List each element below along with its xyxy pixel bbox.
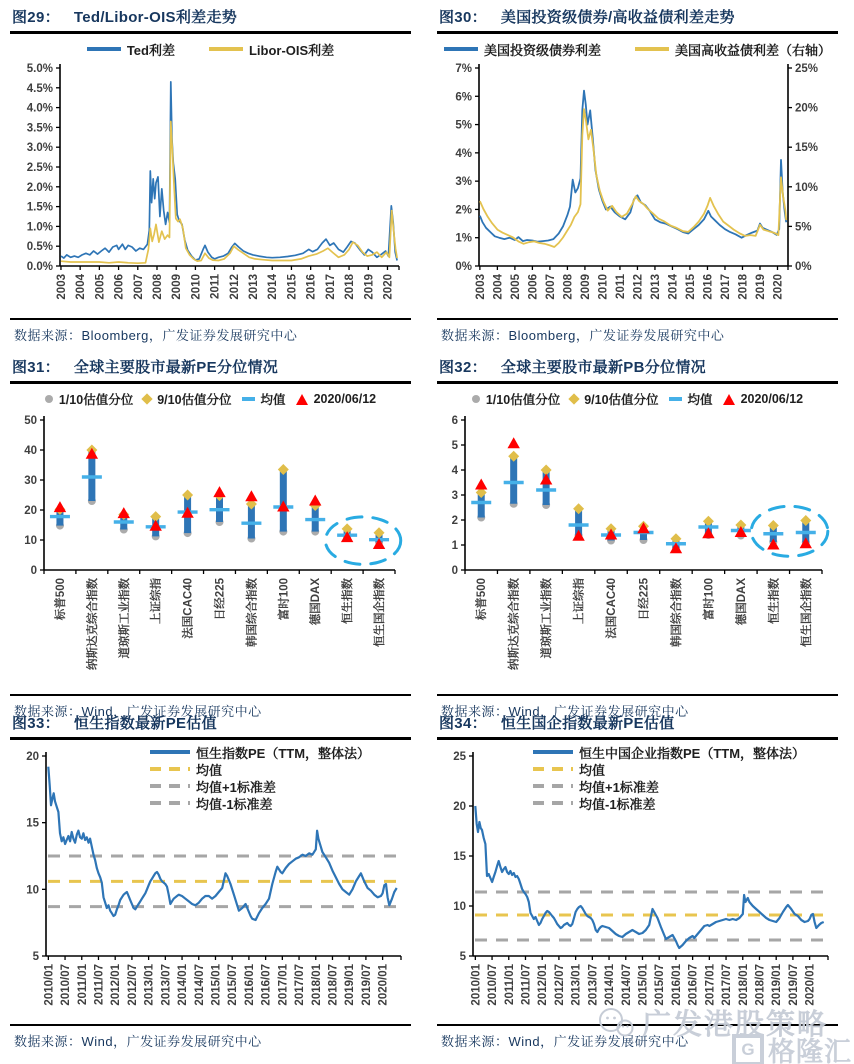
legend-item — [143, 391, 231, 407]
watermark-text: 广发港股策略 — [641, 1009, 828, 1041]
svg-text:2010/01: 2010/01 — [470, 964, 483, 1006]
legend-label: 均值-1标准差 — [579, 796, 656, 812]
svg-text:2: 2 — [451, 515, 458, 527]
figure-number: 图31： — [12, 359, 60, 376]
svg-text:2017/07: 2017/07 — [294, 964, 307, 1006]
figure-title-text: Ted/Libor-OIS利差走势 — [73, 9, 238, 26]
svg-text:0: 0 — [451, 565, 458, 577]
svg-text:2010: 2010 — [190, 274, 203, 300]
legend-label: Ted利差 — [126, 42, 175, 58]
svg-text:2016/01: 2016/01 — [670, 964, 683, 1006]
legend-label: 均值 — [196, 762, 223, 778]
svg-text:15: 15 — [453, 851, 466, 863]
svg-text:1.0%: 1.0% — [26, 221, 53, 234]
legend-label: 2020/06/12 — [313, 392, 377, 406]
svg-text:2012/07: 2012/07 — [126, 964, 139, 1006]
chart-legend — [437, 388, 838, 410]
figure-title-text: 全球主要股市最新PE分位情况 — [73, 359, 279, 376]
svg-text:2020: 2020 — [772, 274, 785, 300]
legend-item — [723, 391, 804, 407]
svg-text:富时100: 富时100 — [278, 578, 291, 621]
data-source: 数据来源：Wind，广发证券发展研究中心 — [441, 1034, 689, 1049]
svg-text:2016/07: 2016/07 — [260, 964, 273, 1006]
svg-text:20: 20 — [24, 505, 37, 517]
figure-30-block — [427, 0, 854, 350]
svg-text:德国DAX: 德国DAX — [735, 578, 748, 626]
svg-text:2018/01: 2018/01 — [310, 964, 323, 1006]
svg-text:法国CAC40: 法国CAC40 — [606, 578, 619, 639]
svg-text:2015/07: 2015/07 — [654, 964, 667, 1006]
svg-text:2014/01: 2014/01 — [177, 964, 190, 1006]
svg-text:2012/07: 2012/07 — [553, 964, 566, 1006]
figure-number: 图29： — [12, 9, 60, 26]
legend-label: 均值 — [579, 762, 606, 778]
svg-text:2013/01: 2013/01 — [570, 964, 583, 1006]
svg-text:上证综指: 上证综指 — [573, 578, 586, 624]
legend-label: 9/10估值分位 — [157, 393, 232, 407]
svg-text:2019: 2019 — [754, 274, 767, 300]
svg-text:25%: 25% — [795, 63, 819, 75]
dash-swatch — [150, 767, 190, 771]
chart-svg — [10, 60, 411, 312]
legend-label: 1/10估值分位 — [58, 393, 134, 407]
svg-text:2016: 2016 — [305, 274, 318, 300]
chart-title-32 — [437, 355, 838, 381]
svg-text:2012/01: 2012/01 — [537, 964, 550, 1006]
chart-canvas-30 — [437, 38, 838, 317]
line-swatch — [444, 47, 478, 51]
chart-title-33 — [10, 711, 411, 737]
svg-text:2011/07: 2011/07 — [520, 964, 533, 1005]
svg-text:2018/07: 2018/07 — [754, 964, 767, 1006]
chart-title-30 — [437, 5, 838, 31]
svg-text:日经225: 日经225 — [214, 578, 227, 621]
legend-item — [150, 744, 370, 760]
svg-text:20%: 20% — [795, 102, 819, 115]
svg-text:4.0%: 4.0% — [26, 102, 53, 115]
legend-item — [533, 778, 805, 794]
svg-text:2020/01: 2020/01 — [804, 964, 817, 1006]
legend-item — [570, 391, 658, 407]
svg-text:2008: 2008 — [151, 274, 164, 300]
svg-text:2014/01: 2014/01 — [604, 964, 617, 1006]
svg-text:0.0%: 0.0% — [26, 261, 53, 273]
chart-canvas-29 — [10, 38, 411, 317]
svg-text:2010/07: 2010/07 — [60, 964, 73, 1006]
line-long-swatch — [150, 750, 190, 754]
svg-text:2013: 2013 — [649, 274, 662, 300]
dash-swatch — [533, 784, 573, 788]
svg-text:5.0%: 5.0% — [26, 63, 53, 75]
svg-text:2020/01: 2020/01 — [377, 964, 390, 1006]
svg-text:2018/07: 2018/07 — [327, 964, 340, 1006]
svg-text:富时100: 富时100 — [703, 578, 716, 621]
gelonghui-text: 格隆汇 — [768, 1037, 852, 1064]
svg-text:0%: 0% — [795, 261, 812, 273]
svg-text:20: 20 — [26, 751, 39, 763]
legend-item — [472, 391, 560, 407]
svg-text:恒生指数: 恒生指数 — [768, 578, 781, 624]
svg-text:2011/01: 2011/01 — [76, 964, 89, 1005]
legend-label: 恒生指数PE（TTM，整体法） — [196, 745, 371, 761]
legend-item — [296, 391, 377, 407]
dash-swatch — [150, 784, 190, 788]
svg-text:50: 50 — [24, 415, 37, 427]
title-rule — [10, 31, 411, 34]
svg-text:2017/07: 2017/07 — [721, 964, 734, 1006]
chart-legend — [533, 744, 805, 811]
svg-text:道琼斯工业指数: 道琼斯工业指数 — [118, 578, 131, 659]
line-swatch — [635, 47, 669, 51]
svg-text:25: 25 — [453, 751, 466, 763]
chart-title-29 — [10, 5, 411, 31]
svg-text:2015/01: 2015/01 — [637, 964, 650, 1006]
svg-text:2017/01: 2017/01 — [704, 964, 717, 1006]
diamond-swatch — [569, 393, 580, 404]
svg-text:2.5%: 2.5% — [26, 162, 53, 174]
svg-text:恒生指数: 恒生指数 — [342, 578, 355, 624]
figure-number: 图33： — [12, 715, 60, 732]
svg-text:5%: 5% — [455, 119, 472, 132]
chart-legend — [10, 38, 411, 60]
figure-number: 图32： — [439, 359, 487, 376]
legend-label: 均值-1标准差 — [196, 796, 273, 812]
data-source: 数据来源：Wind，广发证券发展研究中心 — [441, 704, 689, 719]
svg-text:2020: 2020 — [382, 274, 395, 300]
svg-text:3%: 3% — [455, 176, 472, 189]
svg-text:2004: 2004 — [75, 274, 88, 300]
legend-label: 美国投资级债券利差 — [483, 42, 601, 58]
data-source: 数据来源：Bloomberg，广发证券发展研究中心 — [14, 328, 298, 343]
line-swatch — [209, 47, 243, 51]
chart-title-34 — [437, 711, 838, 737]
legend-item — [533, 744, 805, 760]
legend-item — [533, 761, 805, 777]
data-source: 数据来源：Wind，广发证券发展研究中心 — [14, 1034, 262, 1049]
svg-text:2019/01: 2019/01 — [344, 964, 357, 1006]
svg-text:2011/07: 2011/07 — [93, 964, 106, 1005]
svg-text:2013/01: 2013/01 — [143, 964, 156, 1006]
legend-item — [150, 795, 370, 811]
legend-item — [444, 41, 601, 57]
svg-text:2019/07: 2019/07 — [360, 964, 373, 1006]
svg-text:韩国综合指数: 韩国综合指数 — [670, 578, 683, 647]
svg-text:标普500: 标普500 — [54, 578, 67, 621]
legend-label: 9/10估值分位 — [584, 393, 659, 407]
figure-34-block — [427, 706, 854, 1064]
dash-swatch — [533, 767, 573, 771]
svg-text:2016: 2016 — [702, 274, 715, 300]
svg-text:2006: 2006 — [113, 274, 126, 300]
svg-text:2014/07: 2014/07 — [620, 964, 633, 1006]
chart-legend — [10, 388, 411, 410]
svg-text:5: 5 — [459, 951, 466, 963]
svg-text:1%: 1% — [455, 232, 472, 245]
svg-text:2016/01: 2016/01 — [243, 964, 256, 1006]
legend-item — [150, 761, 370, 777]
svg-text:3: 3 — [451, 490, 458, 502]
figure-33-block — [0, 706, 427, 1064]
legend-item — [242, 391, 286, 407]
svg-text:10: 10 — [26, 884, 39, 897]
legend-label: 均值 — [687, 393, 713, 407]
gelonghui-icon: G — [732, 1034, 764, 1064]
legend-item — [150, 778, 370, 794]
svg-text:3.0%: 3.0% — [26, 142, 53, 155]
svg-text:20: 20 — [453, 801, 466, 813]
svg-text:4%: 4% — [455, 147, 472, 160]
figure-title-text: 全球主要股市最新PB分位情况 — [500, 359, 706, 376]
svg-text:2019/07: 2019/07 — [787, 964, 800, 1006]
svg-text:40: 40 — [24, 445, 37, 457]
svg-text:2018/01: 2018/01 — [737, 964, 750, 1006]
svg-text:道琼斯工业指数: 道琼斯工业指数 — [541, 578, 554, 659]
svg-text:德国DAX: 德国DAX — [310, 578, 323, 626]
svg-text:2015/07: 2015/07 — [227, 964, 240, 1006]
figure-32-block — [427, 350, 854, 719]
title-rule — [10, 737, 411, 740]
svg-text:10: 10 — [24, 535, 37, 547]
svg-text:纳斯达克综合指数: 纳斯达克综合指数 — [508, 578, 521, 670]
svg-text:2005: 2005 — [509, 274, 522, 300]
svg-text:2010/07: 2010/07 — [487, 964, 500, 1006]
svg-text:2003: 2003 — [55, 274, 68, 300]
dash-swatch — [533, 801, 573, 805]
svg-text:2010/01: 2010/01 — [43, 964, 56, 1006]
dash-swatch — [150, 801, 190, 805]
hdash-swatch — [669, 397, 682, 401]
chart-canvas-32 — [437, 388, 838, 693]
svg-text:4.5%: 4.5% — [26, 82, 53, 95]
diamond-swatch — [142, 393, 153, 404]
svg-text:2015: 2015 — [286, 274, 299, 300]
svg-text:2011: 2011 — [614, 274, 627, 299]
svg-text:2006: 2006 — [527, 274, 540, 300]
svg-text:5: 5 — [32, 951, 39, 963]
svg-text:10%: 10% — [795, 181, 819, 194]
svg-text:2015/01: 2015/01 — [210, 964, 223, 1006]
svg-text:0: 0 — [30, 565, 37, 577]
svg-text:2013/07: 2013/07 — [160, 964, 173, 1006]
svg-text:恒生国企指数: 恒生国企指数 — [374, 578, 387, 647]
svg-text:2010: 2010 — [597, 274, 610, 300]
svg-text:7%: 7% — [455, 63, 472, 75]
chart-legend — [437, 38, 838, 60]
chart-title-31 — [10, 355, 411, 381]
svg-text:2012/01: 2012/01 — [110, 964, 123, 1006]
line-long-swatch — [533, 750, 573, 754]
legend-item — [87, 41, 175, 57]
title-rule — [437, 737, 838, 740]
svg-text:15: 15 — [26, 817, 39, 830]
figure-number: 图34： — [439, 715, 487, 732]
figure-31-block — [0, 350, 427, 719]
svg-text:30: 30 — [24, 475, 37, 487]
svg-text:2017: 2017 — [324, 274, 337, 300]
svg-text:2015: 2015 — [684, 274, 697, 300]
title-rule — [437, 31, 838, 34]
svg-text:2004: 2004 — [492, 274, 505, 300]
data-source: 数据来源：Bloomberg，广发证券发展研究中心 — [441, 328, 725, 343]
svg-text:10: 10 — [453, 901, 466, 913]
chart-canvas-31 — [10, 388, 411, 693]
svg-text:恒生国企指数: 恒生国企指数 — [800, 578, 813, 647]
svg-text:3.5%: 3.5% — [26, 122, 53, 135]
chart-canvas-34 — [437, 744, 838, 1023]
svg-text:2011/01: 2011/01 — [503, 964, 516, 1005]
svg-text:2012: 2012 — [228, 274, 241, 300]
legend-item — [635, 41, 831, 57]
svg-text:2014: 2014 — [667, 274, 680, 300]
svg-text:5%: 5% — [795, 221, 812, 234]
svg-text:2003: 2003 — [474, 274, 487, 300]
svg-text:6: 6 — [451, 415, 458, 427]
legend-label: Libor-OIS利差 — [248, 42, 335, 58]
legend-label: 均值 — [260, 393, 286, 407]
triangle-swatch — [723, 394, 735, 405]
svg-text:2017/01: 2017/01 — [277, 964, 290, 1006]
title-rule — [437, 381, 838, 384]
svg-text:2009: 2009 — [171, 274, 184, 300]
legend-label: 均值+1标准差 — [196, 779, 276, 795]
legend-label: 1/10估值分位 — [485, 393, 561, 407]
figure-title-text: 美国投资级债券/高收益债利差走势 — [500, 9, 735, 26]
svg-text:2017: 2017 — [719, 274, 732, 300]
legend-item — [669, 391, 713, 407]
svg-text:2012: 2012 — [632, 274, 645, 300]
legend-item — [533, 795, 805, 811]
svg-text:韩国综合指数: 韩国综合指数 — [246, 578, 259, 647]
svg-text:2007: 2007 — [544, 274, 557, 300]
figure-title-text: 恒生指数最新PE估值 — [73, 715, 217, 732]
dot-swatch — [45, 395, 53, 403]
legend-label: 恒生中国企业指数PE（TTM，整体法） — [579, 745, 806, 761]
svg-text:日经225: 日经225 — [638, 578, 651, 621]
svg-text:2008: 2008 — [562, 274, 575, 300]
svg-text:2018: 2018 — [737, 274, 750, 300]
legend-label: 美国高收益债利差（右轴） — [675, 42, 832, 58]
svg-text:2011: 2011 — [209, 274, 222, 299]
svg-text:2009: 2009 — [579, 274, 592, 300]
svg-text:6%: 6% — [455, 91, 472, 104]
svg-text:2018: 2018 — [344, 274, 357, 300]
svg-text:法国CAC40: 法国CAC40 — [182, 578, 195, 639]
svg-text:2014: 2014 — [267, 274, 280, 300]
legend-item — [45, 391, 133, 407]
chart-legend — [150, 744, 370, 811]
hdash-swatch — [242, 397, 255, 401]
figure-number: 图30： — [439, 9, 487, 26]
legend-label: 2020/06/12 — [740, 392, 804, 406]
title-rule — [10, 381, 411, 384]
dot-swatch — [472, 395, 480, 403]
svg-text:0%: 0% — [455, 261, 472, 273]
figure-29-block — [0, 0, 427, 350]
svg-text:1.5%: 1.5% — [26, 201, 53, 214]
legend-label: 均值+1标准差 — [579, 779, 659, 795]
svg-text:2.0%: 2.0% — [26, 181, 53, 194]
legend-item — [209, 41, 334, 57]
svg-text:2%: 2% — [455, 204, 472, 217]
chart-svg — [437, 410, 838, 688]
svg-text:标普500: 标普500 — [476, 578, 489, 621]
svg-text:2016/07: 2016/07 — [687, 964, 700, 1006]
svg-text:1: 1 — [451, 540, 458, 552]
svg-text:2019: 2019 — [363, 274, 376, 300]
figure-title-text: 恒生国企指数最新PE估值 — [500, 715, 675, 732]
svg-text:2013: 2013 — [248, 274, 261, 300]
svg-text:0.5%: 0.5% — [26, 241, 53, 254]
line-swatch — [87, 47, 121, 51]
svg-text:2019/01: 2019/01 — [771, 964, 784, 1006]
chart-svg — [10, 410, 411, 688]
triangle-swatch — [296, 394, 308, 405]
svg-text:2007: 2007 — [132, 274, 145, 300]
svg-text:2013/07: 2013/07 — [587, 964, 600, 1006]
chart-canvas-33 — [10, 744, 411, 1023]
svg-text:5: 5 — [451, 440, 458, 452]
svg-text:4: 4 — [451, 465, 458, 477]
svg-text:纳斯达克综合指数: 纳斯达克综合指数 — [86, 578, 99, 670]
svg-text:2014/07: 2014/07 — [193, 964, 206, 1006]
chart-svg — [437, 60, 838, 312]
svg-text:2005: 2005 — [94, 274, 107, 300]
svg-text:15%: 15% — [795, 142, 819, 155]
data-source: 数据来源：Wind，广发证券发展研究中心 — [14, 704, 262, 719]
svg-text:上证综指: 上证综指 — [150, 578, 163, 624]
